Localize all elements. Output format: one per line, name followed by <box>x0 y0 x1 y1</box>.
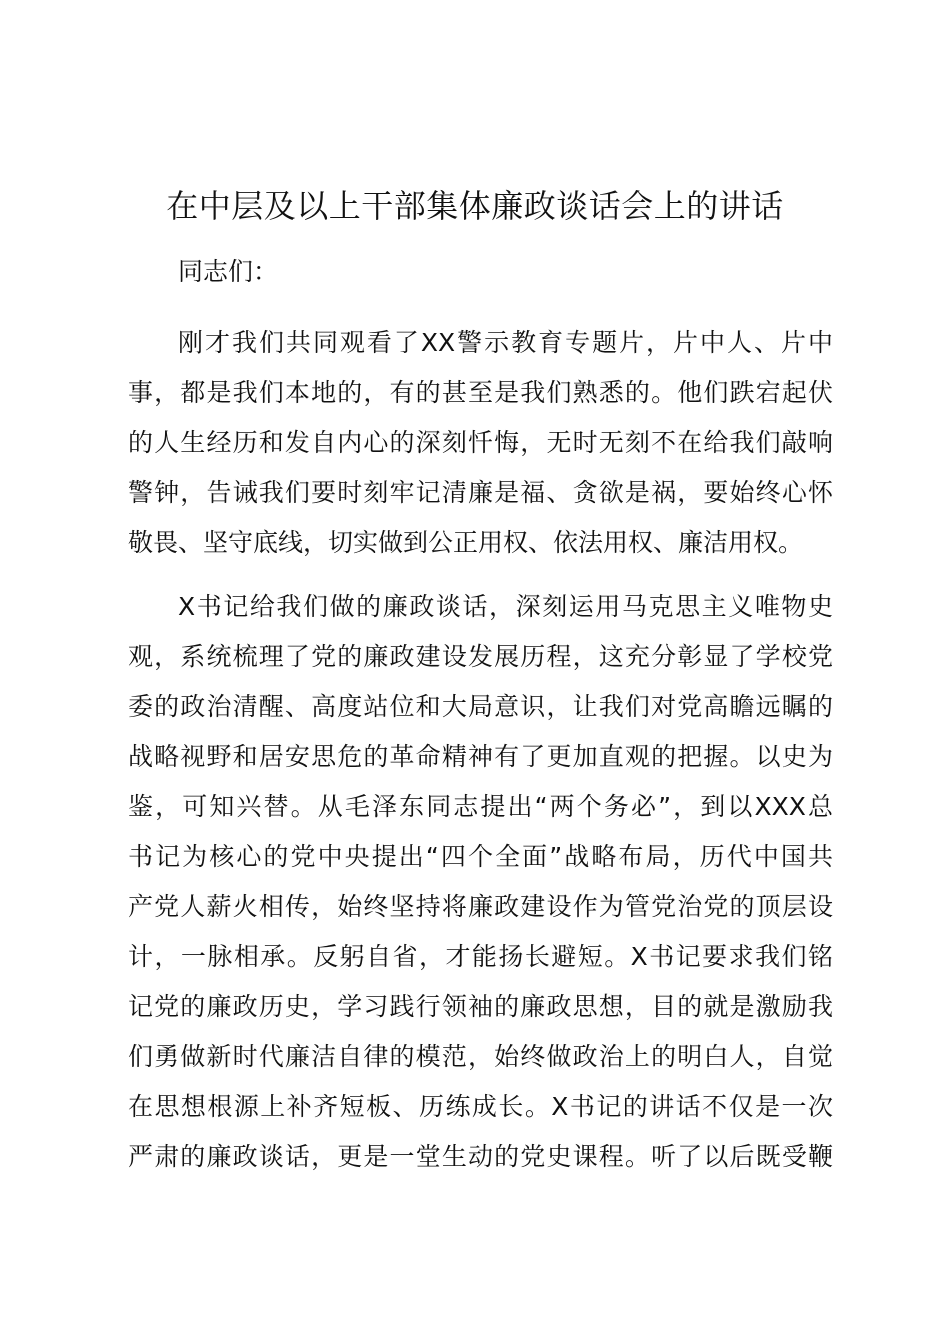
paragraph-line: 计，一脉相承。反躬自省，才能扬长避短。X书记要求我们铭 <box>128 942 833 971</box>
paragraph-line: 观，系统梳理了党的廉政建设发展历程，这充分彰显了学校党 <box>128 642 833 671</box>
paragraph-line: 记党的廉政历史，学习践行领袖的廉政思想，目的就是激励我 <box>128 992 833 1021</box>
paragraph-line: 刚才我们共同观看了XX警示教育专题片，片中人、片中 <box>178 328 833 357</box>
paragraph-line: 产党人薪火相传，始终坚持将廉政建设作为管党治党的顶层设 <box>128 892 833 921</box>
paragraph-line: 的人生经历和发自内心的深刻忏悔，无时无刻不在给我们敲响 <box>128 428 833 457</box>
paragraph-line: X书记给我们做的廉政谈话，深刻运用马克思主义唯物史 <box>178 592 833 621</box>
paragraph-line: 事，都是我们本地的，有的甚至是我们熟悉的。他们跌宕起伏 <box>128 378 833 407</box>
paragraph-line: 敬畏、坚守底线，切实做到公正用权、依法用权、廉洁用权。 <box>128 528 804 557</box>
paragraph-line: 鉴，可知兴替。从毛泽东同志提出“两个务必”，到以XXX总 <box>128 792 833 821</box>
paragraph-line: 在思想根源上补齐短板、历练成长。X书记的讲话不仅是一次 <box>128 1092 833 1121</box>
paragraph-line: 书记为核心的党中央提出“四个全面”战略布局，历代中国共 <box>128 842 833 871</box>
paragraph-2 <box>128 582 833 1182</box>
paragraph-line: 战略视野和居安思危的革命精神有了更加直观的把握。以史为 <box>128 742 833 771</box>
salutation: 同志们： <box>178 257 279 286</box>
paragraph-line: 严肃的廉政谈话，更是一堂生动的党史课程。听了以后既受鞭 <box>128 1142 833 1171</box>
paragraph-1 <box>128 318 833 568</box>
document-title: 在中层及以上干部集体廉政谈话会上的讲话 <box>166 187 784 225</box>
paragraph-line: 们勇做新时代廉洁自律的模范，始终做政治上的明白人，自觉 <box>128 1042 833 1071</box>
paragraph-line: 委的政治清醒、高度站位和大局意识，让我们对党高瞻远瞩的 <box>128 692 833 721</box>
paragraph-line: 警钟，告诫我们要时刻牢记清廉是福、贪欲是祸，要始终心怀 <box>128 478 833 507</box>
